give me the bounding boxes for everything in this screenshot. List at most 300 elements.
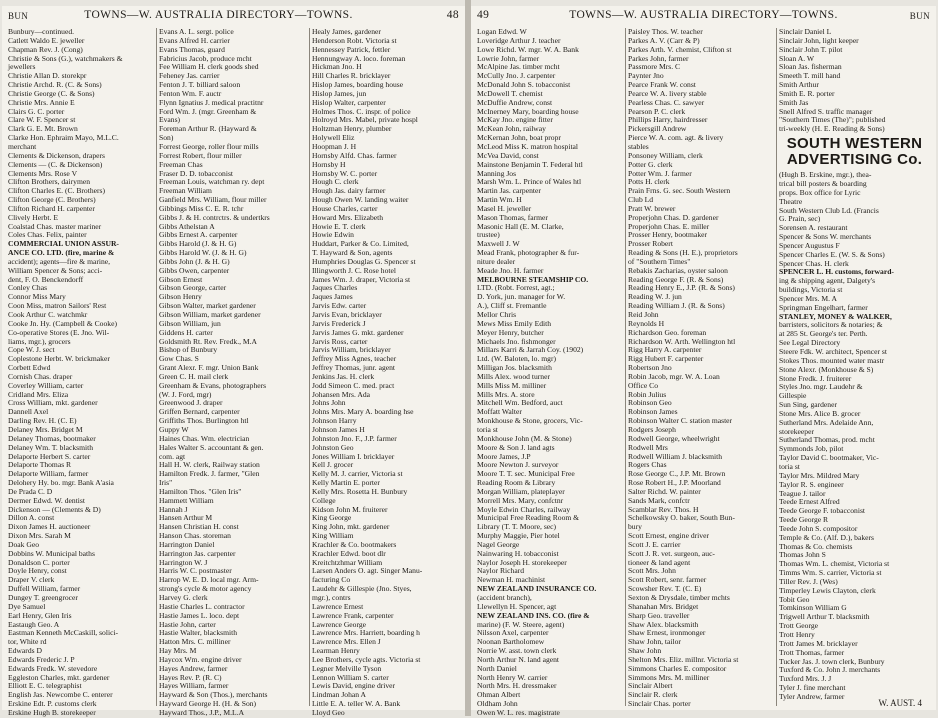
directory-entry: Christie & Sons (G.), watchmakers & (8, 53, 123, 63)
directory-entry: Edwards Frederic J. P (8, 654, 75, 664)
directory-entry: Martin Jas. carpenter (477, 186, 541, 196)
directory-entry: Stokes Thos. mounted water mastr (779, 355, 885, 365)
directory-entry: of "Southern Times" (628, 256, 691, 266)
directory-entry: Robertson Jno (628, 363, 672, 373)
directory-entry: Tyler Andrew, farmer (779, 691, 845, 701)
directory-entry: Meade Jno. H. farmer (477, 265, 544, 275)
directory-entry: Shelton Mrs. Eliz. millnr. Victoria st (628, 654, 739, 664)
directory-entry: Jarvis Ross, carter (312, 336, 368, 346)
directory-entry: McKean John, railway (477, 124, 546, 134)
directory-entry: Hannah J (159, 504, 188, 514)
directory-entry: Mead Frank, photographer & fur- (477, 248, 580, 258)
directory-entry: McKernan John, boat propr (477, 133, 561, 143)
directory-entry: Noonan Bartholomew (477, 637, 545, 647)
directory-entry: Krachler & Co. bootmakers (312, 539, 397, 549)
directory-entry: Smith Arthur (779, 80, 819, 90)
directory-entry: Sun Sing, gardener (779, 400, 837, 410)
directory-entry: Doyle Henry, const (8, 566, 67, 576)
directory-entry: Howie Edwin (312, 230, 354, 240)
directory-entry: Hamilton Fredk. J. farmer, "Glen (159, 469, 260, 479)
directory-entry: Robinson Walter C. station master (628, 416, 733, 426)
directory-entry: Moffatt Walter (477, 407, 522, 417)
directory-entry: Timperley Lewis Clayton, clerk (779, 585, 876, 595)
directory-entry: Johns John (312, 398, 346, 408)
directory-entry: Scott J. E. carrier (628, 539, 681, 549)
directory-entry: Iris" (159, 478, 173, 488)
directory-entry: Christie Allan D. storekpr (8, 71, 87, 81)
directory-entry: Clively Herbt. E (8, 212, 58, 222)
directory-entry: Owen W. L. res. magistrate (477, 707, 560, 717)
directory-entry: Potts H. clerk (628, 177, 670, 187)
directory-entry: Shanahan Mrs. Bridget (628, 601, 699, 611)
directory-entry: Rodwell Mrs (628, 442, 668, 452)
directory-entry: Masel H. jeweller (477, 203, 532, 213)
directory-entry: Hornsby Alfd. Chas. farmer (312, 150, 397, 160)
directory-entry: Gibson Ernest (159, 274, 203, 284)
directory-entry: Ltd. (W. Baloten, lo. mgr) (477, 354, 557, 364)
directory-entry: Harrington W. J (159, 557, 208, 567)
directory-entry: Hislop Walter, carpenter (312, 97, 386, 107)
directory-entry: Rodgers Joseph (628, 424, 676, 434)
directory-entry: Connor Miss Mary (8, 292, 66, 302)
directory-entry: North Daniel (477, 663, 517, 673)
directory-entry: McDowell T. chemist (477, 88, 543, 98)
directory-entry: Hales Walter S. accountant & gen. (159, 442, 264, 452)
left-page (2, 6, 465, 717)
directory-entry: Salter Richd. W. painter (628, 486, 701, 496)
directory-entry: Johansen Mrs. Ada (312, 389, 371, 399)
directory-entry: Naylor Joseph H. storekeeper (477, 557, 567, 567)
directory-entry: Fee William H. clerk goods shed (159, 62, 259, 72)
directory-entry: Harris W. C. postmaster (159, 566, 232, 576)
directory-entry: Reading George F. (R. & Sons) (628, 274, 724, 284)
directory-entry: Holtzman Henry, plumber (312, 124, 392, 134)
directory-entry: Lewis David, engine driver (312, 681, 396, 691)
directory-entry: Logan Edwd. W (477, 27, 527, 36)
directory-entry: McKay Jno. engine fitter (477, 115, 553, 125)
directory-entry: Clairs G. C. porter (8, 106, 65, 116)
directory-entry: House Charles, carter (312, 203, 378, 213)
directory-entry: Sutherland Mrs. Adelaide Ann, (779, 417, 874, 427)
directory-entry: Scamblar Rev. Thos. H (628, 504, 699, 514)
directory-entry: Loveridge Arthur J. teacher (477, 35, 561, 45)
directory-entry: Trott Thomas, farmer (779, 647, 845, 657)
directory-entry: Lawrence Mrs. Ellen J (312, 637, 381, 647)
directory-entry: SPENCER L. H. customs, forward- (779, 267, 894, 277)
directory-entry: Nilsson Axel, carpenter (477, 628, 549, 638)
directory-entry: Griffen Bernard, carpenter (159, 407, 240, 417)
directory-entry: Hough Jas. dairy farmer (312, 186, 386, 196)
directory-entry: Phillips Harry, hairdresser (628, 115, 708, 125)
directory-entry: Spencer & Sons W. merchants (779, 232, 872, 242)
directory-entry: Hayward George H. (H. & Son) (159, 699, 257, 709)
directory-entry: Delaporte William, farmer (8, 469, 89, 479)
directory-entry: Reading W. J. jun (628, 292, 682, 302)
directory-entry: Lindman Johan A (312, 690, 366, 700)
directory-entry: Pearson P. C. clerk (628, 106, 686, 116)
directory-entry: accident); agents—fire & marine, (8, 256, 111, 266)
right-page-columns (475, 27, 932, 717)
directory-entry: Clifton Brothers, dairymen (8, 177, 91, 187)
directory-entry: Johnson Harry (312, 416, 357, 426)
directory-entry: Robinson James (628, 407, 678, 417)
directory-entry: storekeeper (779, 426, 814, 436)
directory-entry: Evans Alfred H. carrier (159, 35, 230, 45)
directory-entry: Simmons Charles E. compositor (628, 663, 727, 673)
directory-entry: Rogers Chas (628, 460, 667, 470)
directory-entry: Evans) (159, 115, 181, 125)
directory-entry: Tuxford Mrs. J. J (779, 674, 832, 684)
directory-entry: Donaldson C. porter (8, 557, 70, 567)
directory-entry: Mason Thomas, farmer (477, 212, 548, 222)
directory-entry: Green C. H. mail clerk (159, 371, 229, 381)
directory-entry: dent, F. O. Benckendorff (8, 274, 84, 284)
directory-entry: niture dealer (477, 256, 516, 266)
directory-entry: Sorensen A. restaurant (779, 223, 848, 233)
directory-entry: King William (312, 531, 354, 541)
directory-entry: NEW ZEALAND INS. CO. (fire & (477, 610, 590, 620)
directory-entry: Hayes William, farmer (159, 681, 229, 691)
directory-entry: Maxwell J. W (477, 239, 520, 249)
directory-entry: mgr.), contrs (312, 593, 351, 602)
directory-entry: Scowsher Rev. T. (C. E) (628, 584, 702, 594)
directory-entry: STANLEY, MONEY & WALKER, (779, 311, 892, 321)
directory-entry: Clare W. F. Spencer st (8, 115, 76, 125)
directory-entry: Jones William I. bricklayer (312, 451, 395, 461)
right-page-title: TOWNS—W. AUSTRALIA DIRECTORY—TOWNS. (569, 9, 838, 21)
directory-entry: Manning Jos (477, 168, 517, 178)
directory-entry: Eastman Kenneth McCaskill, solici- (8, 628, 119, 638)
directory-entry: Kelly M. J. carrier, Victoria st (312, 469, 403, 479)
directory-entry: Humphries Douglas G. Spencer st (312, 256, 416, 266)
directory-entry: Hastie John, carter (159, 619, 216, 629)
directory-entry: Kell J. grocer (312, 460, 354, 470)
directory-entry: ANCE CO. LTD. (fire, marine & (8, 248, 115, 258)
directory-entry: Hanson Chas. storeman (159, 531, 231, 541)
directory-entry: Clifton Richard H. carpenter (8, 203, 95, 213)
directory-entry: Clements Mrs. Rose V (8, 168, 78, 178)
directory-entry: Timms Wm. S. carrier, Victoria st (779, 568, 882, 578)
directory-entry: McInerney Mary, boarding house (477, 106, 579, 116)
directory-entry: Symmonds Job, pilot (779, 444, 844, 454)
directory-entry: Properjohn Chas. E. miller (628, 221, 710, 231)
directory-entry: Delaney Wm. T. blacksmith (8, 442, 93, 452)
directory-entry: Rebakis Zacharias, oyster saloon (628, 265, 728, 275)
directory-entry: Steere Fdk. W. architect, Spencer st (779, 347, 887, 356)
directory-entry: Jarvis Frederick J (312, 318, 366, 328)
directory-entry: Howie E. T. clerk (312, 221, 366, 231)
directory-entry: Tomkinson William G (779, 603, 847, 613)
directory-entry: Sloan A. W (779, 53, 815, 63)
directory-entry: Scott Ernest, engine driver (628, 531, 709, 541)
directory-entry: Tiller Rev. J. (Wes) (779, 576, 838, 586)
ad-line-2: ADVERTISING Co. (786, 151, 923, 169)
directory-entry: Shaw Ernest, ironmonger (628, 628, 706, 638)
directory-entry: toria st (779, 461, 800, 471)
directory-entry: Delaporte Herbert S. carter (8, 451, 91, 461)
directory-entry: Gibbs Harold (J. & H. G) (159, 239, 237, 249)
directory-entry: Johnston Jno. F., J.P. farmer (312, 433, 397, 443)
directory-entry: Gibson William, market gardener (159, 310, 261, 319)
directory-entry: Delaney Thomas, bootmaker (8, 433, 96, 443)
directory-entry: Lawrence Mrs. Harriett, boarding h (312, 628, 420, 638)
directory-entry: bury (628, 522, 642, 532)
directory-entry: Edwards D (8, 646, 42, 656)
directory-entry: Smith E. R. porter (779, 88, 835, 98)
directory-entry: Gow Chas. S (159, 354, 199, 364)
directory-entry: North Henry W. carrier (477, 672, 548, 682)
directory-entry: Griffiths Thos. Burlington htl (159, 416, 249, 426)
directory-entry: Hansen Arthur M (159, 513, 213, 523)
directory-entry: Trott James M. bricklayer (779, 638, 858, 648)
directory-entry: Potter G. clerk (628, 159, 673, 169)
directory-entry: Jarvis Evan, bricklayer (312, 310, 382, 319)
directory-entry: Dickenson — (Clements & D) (8, 504, 101, 514)
directory-entry: Thomas Wm. L. chemist, Victoria st (779, 559, 890, 569)
directory-entry: LTD. (Robt. Forrest, agt.; (477, 283, 555, 293)
directory-entry: Hennessey Patrick, fettler (312, 44, 391, 54)
right-column-2 (626, 27, 777, 709)
directory-entry: Meyer Henry, butcher (477, 327, 544, 337)
directory-entry: Duffell William, farmer (8, 584, 81, 594)
directory-entry: Fenton Wm. F. auctr (159, 88, 222, 98)
directory-entry: James Wm. J. draper, Victoria st (312, 274, 411, 284)
directory-entry: Little E. A. teller W. A. Bank (312, 699, 401, 709)
directory-entry: Office Co (628, 380, 659, 390)
directory-entry: Hornsby W. C. porter (312, 168, 378, 178)
directory-entry: Parkes Arth. V. chemist, Clifton st (628, 44, 732, 54)
directory-entry: Murphy Maggie, Pier hotel (477, 531, 560, 541)
directory-entry: Morrell Mrs. Mary, confctnr (477, 495, 564, 505)
directory-entry: Lowrie John, farmer (477, 53, 540, 63)
directory-entry: Potter Wm. J. farmer (628, 168, 692, 178)
directory-entry: Rose Robert H., J.P. Moorland (628, 478, 721, 488)
directory-entry: Krachler Edwd. boot dlr (312, 548, 386, 558)
directory-entry: Mills Alex. wood turner (477, 371, 550, 381)
directory-entry: Bishop of Bunbury (159, 345, 218, 355)
right-page-abbrev: BUN (909, 11, 930, 21)
directory-entry: Sutherland Thomas, prod. mcht (779, 435, 875, 445)
directory-entry: Naylor Richard (477, 566, 525, 576)
directory-entry: Shaw Alex. blacksmith (628, 619, 699, 629)
directory-entry: Dermer Edwd. W. dentist (8, 495, 85, 505)
directory-entry: Cook Arthur C. watchmkr (8, 310, 88, 319)
directory-entry: Gibson Henry (159, 292, 202, 302)
directory-entry: Paisley Thos. W. teacher (628, 27, 703, 36)
directory-entry: at 285 St. George's ter. Perth. (779, 329, 868, 339)
directory-entry: Temple & Co. (Alf. D.), bakers (779, 532, 874, 542)
directory-entry: Milligan Jos. blacksmith (477, 363, 552, 373)
directory-entry: Coverley William, carter (8, 380, 84, 390)
directory-entry: Dannell Axel (8, 407, 49, 417)
directory-entry: Tobit Geo (779, 594, 810, 604)
directory-entry: Healy James, gardener (312, 27, 381, 36)
directory-entry: Rigg Hubert F. carpenter (628, 354, 704, 364)
directory-entry: College (312, 495, 336, 505)
directory-entry: Scott Mrs. John (628, 566, 676, 576)
directory-entry: Hayward & Son (Thos.), merchants (159, 690, 268, 700)
directory-entry: Stone Mrs. Alice B. grocer (779, 408, 861, 418)
directory-entry: Freeman William (159, 186, 212, 196)
directory-entry: Teede George F. tobacconist (779, 506, 866, 516)
directory-entry: Holmes Thos. C. inspr. of police (312, 106, 411, 116)
directory-entry: Thomas John S (779, 550, 826, 560)
directory-entry: NEW ZEALAND INSURANCE CO. (477, 584, 597, 594)
directory-entry: Oldham John (477, 699, 518, 709)
directory-entry: Tuxford & Co. John J. merchants (779, 665, 881, 675)
directory-entry: Spencer Augustus F (779, 240, 840, 250)
directory-entry: Hansen Christian H. const (159, 522, 239, 532)
directory-entry: Trigwell Arthur T. blacksmith (779, 612, 870, 622)
left-column-3 (310, 27, 461, 717)
directory-entry: Lawrence Ernest (312, 601, 364, 611)
directory-entry: barristers, solicitors & notaries; & (779, 320, 883, 330)
directory-entry: Kelly Martin E. porter (312, 478, 380, 488)
directory-entry: Greenwood J. draper (159, 398, 223, 408)
directory-entry: Greenham & Evans, photographers (159, 380, 267, 390)
directory-entry: Gillespie (779, 391, 807, 401)
directory-entry: Gibbs Owen, carpenter (159, 265, 230, 275)
directory-entry: Michaels Jno. fishmonger (477, 336, 556, 346)
directory-entry: Prain Frns. G. sec. South Western (628, 186, 731, 196)
directory-entry: Nainwaring H. tobacconist (477, 548, 559, 558)
directory-entry: Delohery Hy. bo. mgr. Bank A'asia (8, 478, 114, 488)
directory-entry: A.), Cliff st. Fremantle (477, 301, 547, 311)
directory-entry: Spencer Charles E. (W. S. & Sons) (779, 249, 885, 259)
directory-entry: tioneer & land agent (628, 557, 691, 567)
directory-entry: Trott George (779, 621, 819, 631)
directory-entry: Gibbs John (J. & H. G) (159, 256, 230, 266)
right-column-1 (475, 27, 626, 717)
directory-entry: Dixon James H. auctioneer (8, 522, 91, 532)
directory-entry: See Legal Directory (779, 338, 841, 348)
directory-entry: Cornish Chas. draper (8, 371, 73, 381)
directory-entry: McAlpine Jas. timber mcht (477, 62, 560, 72)
directory-entry: Spencer Chas. H. clerk (779, 258, 849, 268)
directory-entry: Simmons Mrs. M. milliner (628, 672, 710, 682)
directory-entry: Hall H. W. clerk, Railway station (159, 460, 260, 470)
directory-entry: Municipal Free Reading Room & (477, 513, 580, 523)
directory-entry: Hamilton Thos. "Glen Iris" (159, 486, 242, 496)
directory-entry: Gibbings Miss C. E. R. tchr (159, 203, 244, 213)
directory-entry: Ohman Albert (477, 690, 521, 700)
directory-entry: Gibbs Ernest A. carpenter (159, 230, 238, 240)
directory-entry: buildings, Victoria st (779, 285, 843, 295)
directory-entry: Dungey T. greengrocer (8, 593, 78, 602)
directory-entry: Draper V. clerk (8, 575, 55, 585)
directory-entry: Norrie W. asst. town clerk (477, 646, 557, 656)
directory-entry: Teede John S. compositor (779, 523, 858, 533)
directory-entry: Forrest George, roller flour mills (159, 141, 259, 151)
directory-entry: marine) (F. W. Steere, agent) (477, 619, 565, 629)
advertisement-block (779, 136, 930, 168)
directory-entry: Pearless Chas. C. sawyer (628, 97, 705, 107)
directory-entry: Delaporte Thomas R (8, 460, 72, 470)
directory-entry: Bunbury—continued. (8, 27, 75, 36)
directory-entry: North Mrs. H. dressmaker (477, 681, 557, 691)
directory-entry: South Western Club Ld. (Francis (779, 205, 879, 215)
directory-entry: Taylor David C. bootmaker, Vic- (779, 453, 879, 463)
directory-entry: Moore James, J.P (477, 451, 531, 461)
directory-entry: Catlett Waldo E. jeweller (8, 35, 85, 45)
directory-entry: Coplestone Herbt. W. brickmaker (8, 354, 110, 364)
directory-entry: Clements & Dickenson, drapers (8, 150, 106, 160)
directory-entry: Henderson Robt. Victoria st (312, 35, 397, 45)
directory-entry: Cross William, mkt. gardener (8, 398, 98, 408)
directory-entry: Evans A. L. sergt. police (159, 27, 234, 36)
directory-entry: Scott J. R. vet. surgeon, auc- (628, 548, 715, 558)
directory-entry: G. Prain, sec) (779, 214, 821, 224)
directory-entry: Jodd Simeon C. med. pract (312, 380, 395, 390)
directory-entry: Reading William J. (R. & Sons) (628, 301, 725, 311)
directory-entry: Sharp Geo. traveller (628, 610, 690, 620)
directory-entry: Passmore Mrs. C (628, 62, 681, 72)
right-column-3 (777, 28, 932, 706)
directory-entry: Freeman Chas (159, 159, 203, 169)
left-page-number: 48 (446, 9, 459, 21)
directory-entry: Rigg Harry A. carpenter (628, 345, 702, 355)
directory-entry: Hough Owen W. landing waiter (312, 195, 409, 205)
directory-entry: Sexton & Drysdale, timber mchts (628, 593, 730, 602)
directory-entry: Hastie Charles L. contractor (159, 601, 245, 611)
directory-entry: Mills Miss M. milliner (477, 380, 547, 390)
directory-entry: props. Box office for Lyric (779, 187, 861, 197)
directory-entry: Chapman Rev. J. (Cong) (8, 44, 83, 54)
directory-entry: Millars Karri & Jarrah Coy. (1902) (477, 345, 584, 355)
directory-entry: Teague J. tailor (779, 488, 826, 498)
directory-entry: Corbett Edwd (8, 363, 51, 373)
directory-entry: Lowe Richd. W. mgr. W. A. Bank (477, 44, 579, 54)
directory-entry: Harrington Daniel (159, 539, 215, 549)
directory-entry: Paynter Jno (628, 71, 664, 81)
directory-entry: Feheney Jas. carrier (159, 71, 220, 81)
directory-entry: Teede George R (779, 515, 829, 525)
directory-entry: Tucker Jas. J. town clerk, Bunbury (779, 656, 885, 666)
directory-entry: tor, White rd (8, 637, 47, 647)
directory-entry: Styles Jno. mgr. Laudehr & (779, 382, 863, 392)
directory-entry: Kidson John M. fruiterer (312, 504, 388, 514)
directory-entry: Clements — (C. & Dickenson) (8, 159, 103, 169)
directory-entry: Mellor Chris (477, 310, 517, 319)
left-page-title: TOWNS—W. AUSTRALIA DIRECTORY—TOWNS. (84, 9, 353, 21)
directory-entry: Sinclair R. clerk (628, 690, 678, 700)
directory-entry: Giddens H. carter (159, 327, 213, 337)
directory-entry: McVea David, const (477, 150, 539, 160)
directory-entry: Moyle Edwin Charles, railway (477, 504, 571, 514)
directory-entry: Darling Rev. H. (C. E) (8, 416, 77, 426)
directory-entry: Ponsoney William, clerk (628, 150, 703, 160)
directory-entry: Clarke Hon. Ephraim Mayo, M.L.C. (8, 133, 119, 143)
directory-entry: Hay Mrs. M (159, 646, 197, 656)
directory-entry: Teede Ernest Alfred (779, 497, 840, 507)
directory-entry: Pearce Frank W. const (628, 80, 696, 90)
directory-entry: Evans Thomas, guard (159, 44, 225, 54)
directory-entry: Harrop W. E. D. local mgr. Arm- (159, 575, 259, 585)
directory-entry: Moore T. T. sec. Municipal Free (477, 469, 575, 479)
directory-entry: Learman Henry (312, 646, 360, 656)
directory-entry: Sloan Jas. fisherman (779, 62, 842, 72)
directory-entry: Hayes Andrew, farmer (159, 663, 228, 673)
directory-entry: Hough C. clerk (312, 177, 359, 187)
directory-entry: Hornsby H (312, 159, 346, 169)
directory-entry: Clifton Charles E. (C. Brothers) (8, 186, 106, 196)
directory-entry: De Prada C. D (8, 486, 53, 496)
directory-entry: Reading & Sons (H. E.), proprietors (628, 248, 738, 258)
directory-entry: Monkhouse John (M. & Stone) (477, 433, 572, 443)
directory-entry: Parkes A. V. (Carr & P) (628, 35, 700, 45)
directory-entry: Thomas & Co. chemists (779, 541, 853, 551)
directory-entry: Ganfield Mrs. William, flour miller (159, 195, 267, 205)
